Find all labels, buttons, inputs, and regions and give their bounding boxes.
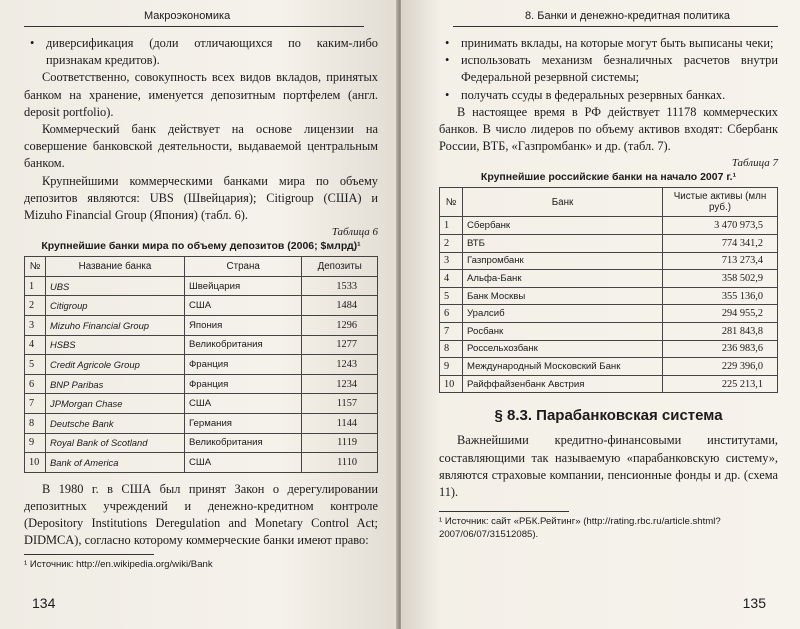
table-header-row (25, 257, 378, 277)
table-cell: Великобритания (185, 335, 302, 355)
column-header: Название банка (46, 257, 185, 277)
table-cell: 5 (440, 287, 463, 305)
table-cell: Россельхозбанк (463, 340, 663, 358)
table-cell: Великобритания (185, 433, 302, 453)
column-header: № (25, 257, 46, 277)
running-head: Макроэкономика (24, 0, 364, 27)
table-cell: 1157 (302, 394, 378, 414)
table-row (440, 287, 778, 305)
table-cell: 1277 (302, 335, 378, 355)
table-cell: 9 (440, 358, 463, 376)
column-header: Банк (463, 188, 663, 217)
table-cell: 8 (25, 413, 46, 433)
table-cell: Райффайзенбанк Австрия (463, 375, 663, 393)
column-header: Чистые активы (млн руб.) (663, 188, 778, 217)
table-cell: 1110 (302, 453, 378, 473)
table-cell: 774 341,2 (663, 235, 778, 253)
table-cell: Mizuho Financial Group (46, 316, 185, 336)
russian-banks-table (439, 187, 778, 393)
bullet-list (24, 35, 378, 69)
table-cell: Газпромбанк (463, 252, 663, 270)
table-cell: 236 983,6 (663, 340, 778, 358)
table-cell: 6 (440, 305, 463, 323)
table-cell: Франция (185, 355, 302, 375)
footnote-rule (24, 554, 154, 555)
table-cell: 225 213,1 (663, 375, 778, 393)
table-cell: 1144 (302, 413, 378, 433)
table-row (25, 374, 378, 394)
table-cell: Альфа-Банк (463, 270, 663, 288)
list-item: • использовать механизм безналичных расчетов внутри Федеральной резервной системы; (439, 52, 778, 86)
column-header: Депозиты (302, 257, 378, 277)
column-header: Страна (185, 257, 302, 277)
table-cell: 2 (25, 296, 46, 316)
table-cell: Credit Agricole Group (46, 355, 185, 375)
table-row (25, 413, 378, 433)
table-cell: Банк Москвы (463, 287, 663, 305)
table-title: Крупнейшие банки мира по объему депозитов (2006; $млрд)¹ (41, 240, 361, 253)
table-cell: 10 (25, 453, 46, 473)
table-cell: 8 (440, 340, 463, 358)
table-cell: 1484 (302, 296, 378, 316)
table-row (440, 252, 778, 270)
table-cell: 1296 (302, 316, 378, 336)
column-header: № (440, 188, 463, 217)
table-cell: 5 (25, 355, 46, 375)
list-item: • получать ссуды в федеральных резервных банках. (439, 87, 778, 104)
footnote-rule (439, 511, 569, 512)
table-cell: 2 (440, 235, 463, 253)
table-cell: 1119 (302, 433, 378, 453)
table-cell: Royal Bank of Scotland (46, 433, 185, 453)
table-cell: Япония (185, 316, 302, 336)
table-cell: Международный Московский Банк (463, 358, 663, 376)
table-row (440, 322, 778, 340)
list-item: • принимать вклады, на которые могут быть выписаны чеки; (439, 35, 778, 52)
table-row (440, 340, 778, 358)
section-heading: § 8.3. Парабанковская система (494, 407, 723, 425)
table-cell: HSBS (46, 335, 185, 355)
table-cell: 281 843,8 (663, 322, 778, 340)
deposits-table (24, 256, 378, 473)
table-cell: BNP Paribas (46, 374, 185, 394)
table-cell: 1243 (302, 355, 378, 375)
footnote: ¹ Источник: сайт «РБК.Рейтинг» (http://rating.rbc.ru/article.shtml?2007/06/07/31512085). (439, 516, 721, 541)
table-cell: Bank of America (46, 453, 185, 473)
table-cell: 355 136,0 (663, 287, 778, 305)
left-page (0, 0, 398, 629)
table-cell: США (185, 453, 302, 473)
table-cell: 1 (25, 276, 46, 296)
table-cell: 4 (440, 270, 463, 288)
table-cell: Deutsche Bank (46, 413, 185, 433)
table-row (440, 217, 778, 235)
table-cell: Росбанк (463, 322, 663, 340)
table-row (25, 394, 378, 414)
table-cell: 3 (440, 252, 463, 270)
table-cell: UBS (46, 276, 185, 296)
table-cell: Швейцария (185, 276, 302, 296)
table-cell: 229 396,0 (663, 358, 778, 376)
table-cell: Франция (185, 374, 302, 394)
paragraph: В настоящее время в РФ действует 11178 коммерческих банков. В число лидеров по объему активов входят: Сбербанк России, ВТБ, «Газпромбанк» и др. (табл. 7). (439, 104, 778, 154)
table-row (440, 305, 778, 323)
table-cell: 713 273,4 (663, 252, 778, 270)
table-cell: 7 (25, 394, 46, 414)
table-cell: 10 (440, 375, 463, 393)
table-cell: США (185, 394, 302, 414)
table-row (25, 276, 378, 296)
table-cell: 1533 (302, 276, 378, 296)
page-number: 134 (32, 595, 56, 611)
table-row (440, 235, 778, 253)
paragraph: Соответственно, совокупность всех видов вкладов, принятых банком на хранение, именуется депозитным портфелем (англ. deposit portfolio). (24, 70, 378, 119)
table-cell: Уралсиб (463, 305, 663, 323)
table-cell: США (185, 296, 302, 316)
table-number: Таблица 7 (731, 157, 778, 170)
table-row (25, 335, 378, 355)
table-row (25, 433, 378, 453)
right-page (401, 0, 800, 629)
table-row (440, 375, 778, 393)
table-cell: 1234 (302, 374, 378, 394)
table-cell: 358 502,9 (663, 270, 778, 288)
bullet-list (439, 35, 778, 104)
table-cell: ВТБ (463, 235, 663, 253)
table-cell: 7 (440, 322, 463, 340)
table-cell: 9 (25, 433, 46, 453)
table-cell: 3 (25, 316, 46, 336)
running-head: 8. Банки и денежно-кредитная политика (453, 0, 778, 27)
table-body (25, 276, 378, 472)
paragraph: Важнейшими кредитно-финансовыми институтами, составляющими так называемую «парабанковскую систему», являются страховые компании, пенсионные фонды и др. (схема 11). (439, 433, 778, 499)
list-item: • диверсификация (доли отличающихся по каким-либо признакам кредитов). (24, 35, 378, 69)
table-cell: 6 (25, 374, 46, 394)
table-title: Крупнейшие российские банки на начало 2007 г.¹ (480, 171, 737, 184)
table-cell: 1 (440, 217, 463, 235)
paragraph: В 1980 г. в США был принят Закон о дерегулировании депозитных учреждений и денежно-кредитном контроле (Depository Institutions Deregulation and Monetary Control Act; DIDMCA), согласно которому коммерческие банки имеют право: (24, 481, 378, 548)
table-cell: 3 470 973,5 (663, 217, 778, 235)
table-number: Таблица 6 (331, 226, 378, 239)
table-row (25, 316, 378, 336)
table-cell: Сбербанк (463, 217, 663, 235)
table-row (25, 453, 378, 473)
paragraph: Крупнейшими коммерческими банками мира по объему депозитов являются: UBS (Швейцария); Citigroup (США) и Mizuho Financial Group (Япония) (табл. 6). (24, 173, 378, 223)
table-cell: 294 955,2 (663, 305, 778, 323)
table-row (440, 358, 778, 376)
table-row (25, 296, 378, 316)
table-header-row (440, 188, 778, 217)
table-cell: JPMorgan Chase (46, 394, 185, 414)
table-cell: 4 (25, 335, 46, 355)
table-body (440, 217, 778, 393)
table-cell: Германия (185, 413, 302, 433)
table-row (25, 355, 378, 375)
table-row (440, 270, 778, 288)
paragraph: Коммерческий банк действует на основе лицензии на совершение банковской деятельности, выдаваемой центральным банком. (24, 122, 378, 171)
footnote: ¹ Источник: http://en.wikipedia.org/wiki/Bank (24, 558, 213, 570)
table-cell: Citigroup (46, 296, 185, 316)
page-number: 135 (742, 595, 766, 611)
